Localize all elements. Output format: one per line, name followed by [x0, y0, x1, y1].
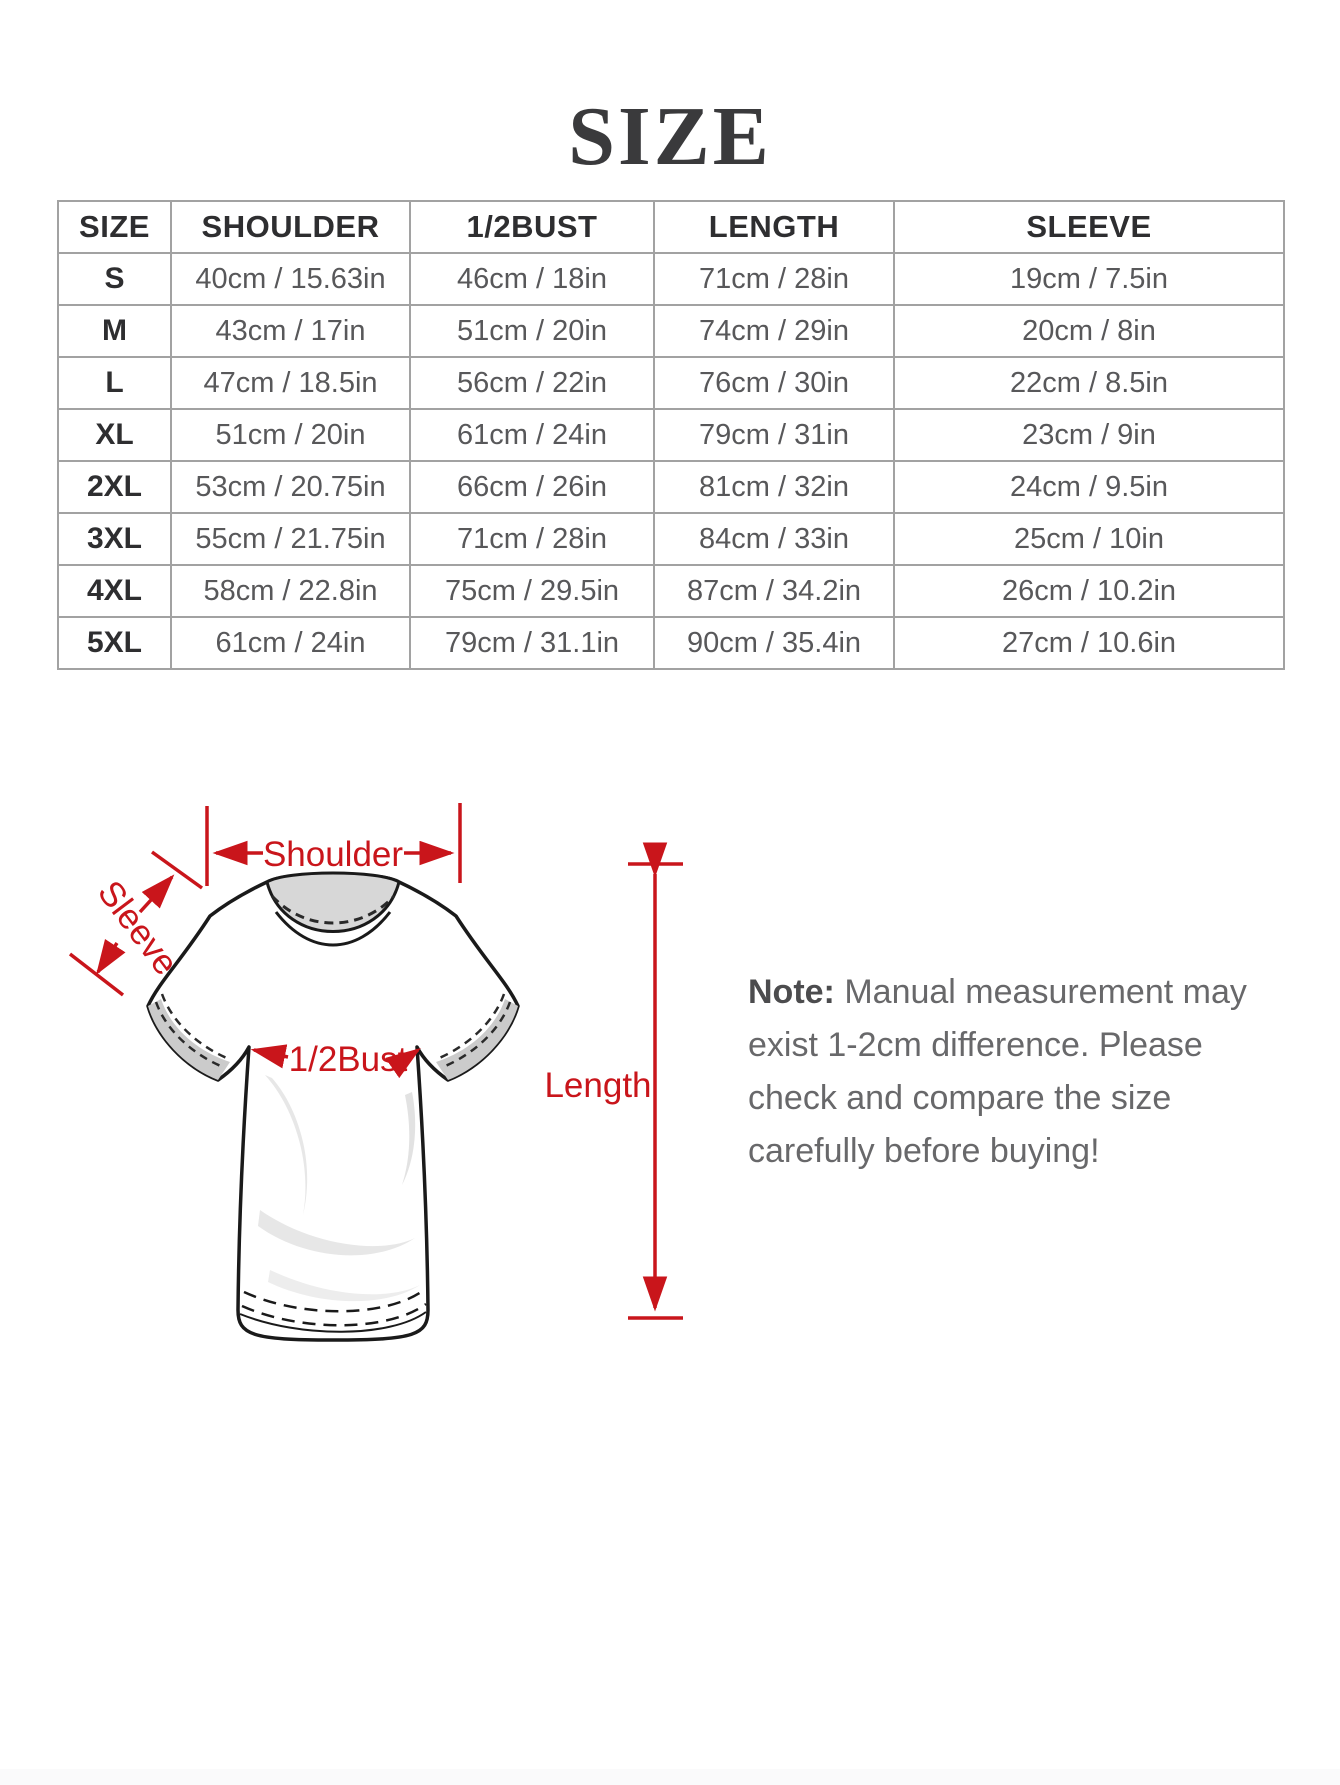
measurement-cell: 56cm / 22in — [410, 357, 654, 409]
column-header: LENGTH — [654, 201, 894, 253]
measurement-cell: 58cm / 22.8in — [171, 565, 410, 617]
measurement-cell: 24cm / 9.5in — [894, 461, 1284, 513]
measurement-cell: 22cm / 8.5in — [894, 357, 1284, 409]
size-cell: S — [58, 253, 171, 305]
size-cell: XL — [58, 409, 171, 461]
shoulder-label: Shoulder — [262, 835, 404, 874]
size-cell: 2XL — [58, 461, 171, 513]
measurement-cell: 27cm / 10.6in — [894, 617, 1284, 669]
measurement-cell: 71cm / 28in — [410, 513, 654, 565]
note-line: Note: Manual measurement may — [748, 973, 1247, 1011]
size-cell: 5XL — [58, 617, 171, 669]
measurement-cell: 81cm / 32in — [654, 461, 894, 513]
bust-label: 1/2Bust — [288, 1040, 408, 1079]
measurement-cell: 55cm / 21.75in — [171, 513, 410, 565]
size-cell: 4XL — [58, 565, 171, 617]
measurement-cell: 43cm / 17in — [171, 305, 410, 357]
measurement-cell: 71cm / 28in — [654, 253, 894, 305]
table-row — [58, 565, 1284, 617]
measurement-cell: 47cm / 18.5in — [171, 357, 410, 409]
measurement-cell: 51cm / 20in — [410, 305, 654, 357]
column-header: SHOULDER — [171, 201, 410, 253]
column-header: SIZE — [58, 201, 171, 253]
measurement-cell: 19cm / 7.5in — [894, 253, 1284, 305]
note-line: carefully before buying! — [748, 1132, 1100, 1170]
measurement-cell: 66cm / 26in — [410, 461, 654, 513]
size-cell: M — [58, 305, 171, 357]
measurement-cell: 90cm / 35.4in — [654, 617, 894, 669]
measurement-cell: 51cm / 20in — [171, 409, 410, 461]
measurement-cell: 87cm / 34.2in — [654, 565, 894, 617]
note-text — [748, 966, 1278, 1178]
measurement-cell: 23cm / 9in — [894, 409, 1284, 461]
measurement-cell: 61cm / 24in — [410, 409, 654, 461]
note-label: Note: — [748, 973, 835, 1011]
tshirt-diagram-svg — [60, 740, 700, 1360]
tshirt-measurement-diagram — [60, 740, 700, 1360]
table-row — [58, 409, 1284, 461]
table-row — [58, 305, 1284, 357]
measurement-cell: 40cm / 15.63in — [171, 253, 410, 305]
measurement-cell: 79cm / 31in — [654, 409, 894, 461]
table-row — [58, 461, 1284, 513]
page-title: SIZE — [568, 90, 772, 183]
measurement-cell: 20cm / 8in — [894, 305, 1284, 357]
length-label: Length — [544, 1066, 652, 1105]
measurement-cell: 74cm / 29in — [654, 305, 894, 357]
size-table — [57, 200, 1285, 670]
measurement-cell: 26cm / 10.2in — [894, 565, 1284, 617]
measurement-cell: 46cm / 18in — [410, 253, 654, 305]
tshirt-outline-graphic — [148, 873, 518, 1340]
table-body — [58, 253, 1284, 669]
column-header: 1/2BUST — [410, 201, 654, 253]
bottom-strip — [0, 1769, 1340, 1785]
table-row — [58, 513, 1284, 565]
measurement-cell: 53cm / 20.75in — [171, 461, 410, 513]
table-row — [58, 617, 1284, 669]
table-row — [58, 357, 1284, 409]
note-line: exist 1-2cm difference. Please — [748, 1026, 1203, 1064]
measurement-cell: 25cm / 10in — [894, 513, 1284, 565]
size-cell: 3XL — [58, 513, 171, 565]
measurement-cell: 79cm / 31.1in — [410, 617, 654, 669]
sleeve-label: Sleeve — [90, 873, 186, 983]
note-line: check and compare the size — [748, 1079, 1172, 1117]
table-row — [58, 253, 1284, 305]
measurement-cell: 76cm / 30in — [654, 357, 894, 409]
measurement-cell: 75cm / 29.5in — [410, 565, 654, 617]
measurement-cell: 61cm / 24in — [171, 617, 410, 669]
size-cell: L — [58, 357, 171, 409]
table-header-row — [58, 201, 1284, 253]
measurement-cell: 84cm / 33in — [654, 513, 894, 565]
column-header: SLEEVE — [894, 201, 1284, 253]
